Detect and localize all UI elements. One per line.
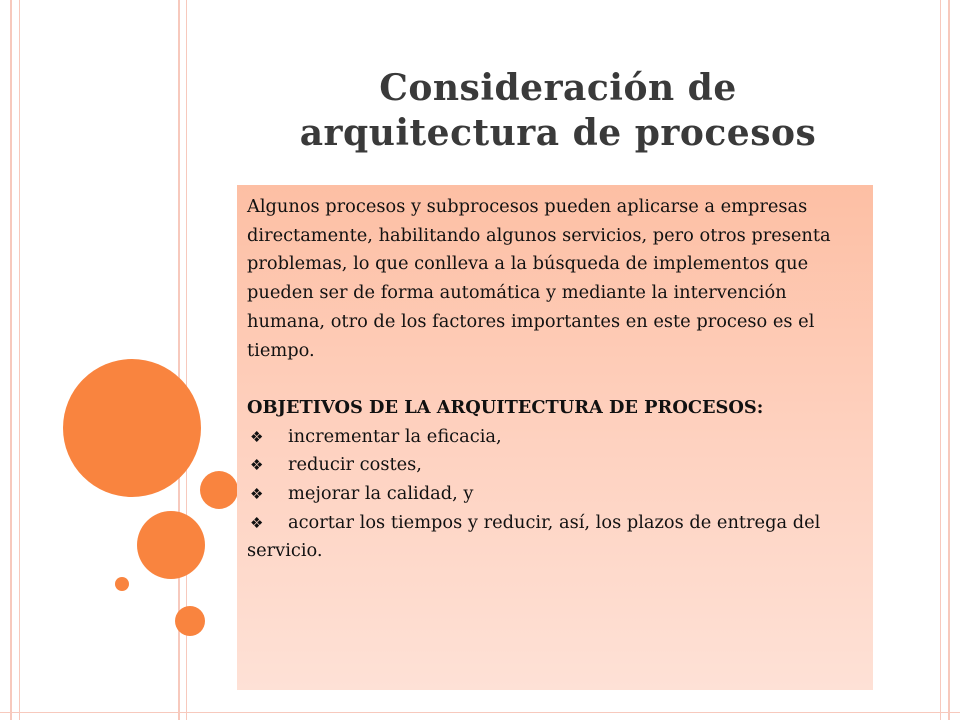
frame-line-left-outer bbox=[10, 0, 12, 720]
objectives-list bbox=[247, 423, 863, 567]
slide-title-line-2: arquitectura de procesos bbox=[299, 112, 817, 154]
decor-circle-large bbox=[63, 359, 201, 497]
objectives-heading: OBJETIVOS DE LA ARQUITECTURA DE PROCESOS: bbox=[247, 396, 764, 418]
diamond-bullet-icon: ❖ bbox=[250, 485, 264, 504]
frame-line-bottom bbox=[0, 712, 960, 713]
objective-text: mejorar la calidad, y bbox=[288, 483, 474, 505]
objective-item bbox=[247, 451, 863, 480]
diamond-bullet-icon: ❖ bbox=[250, 427, 264, 446]
objective-text: incrementar la eficacia, bbox=[288, 425, 502, 447]
decor-circle-small-bottom bbox=[175, 606, 205, 636]
objective-item bbox=[247, 423, 863, 452]
diamond-bullet-icon: ❖ bbox=[250, 456, 264, 475]
objective-text: acortar los tiempos y reducir, así, los plazos de entrega del servicio. bbox=[247, 511, 821, 562]
diamond-bullet-icon: ❖ bbox=[250, 513, 264, 532]
frame-line-left-inner bbox=[19, 0, 20, 720]
decor-circle-small-top bbox=[200, 471, 238, 509]
decor-circle-tiny bbox=[115, 577, 129, 591]
slide-title-line-1: Consideración de bbox=[379, 67, 737, 109]
objective-text: reducir costes, bbox=[288, 454, 422, 476]
content-box bbox=[237, 185, 873, 690]
slide-title bbox=[238, 66, 878, 156]
decor-circle-medium bbox=[137, 511, 205, 579]
intro-paragraph: Algunos procesos y subprocesos pueden aplicarse a empresas directamente, habilitando algunos servicios, pero otros presenta problemas, lo que conlleva a la búsqueda de implementos que pueden ser de forma automática y mediante la intervención humana, otro de los factores importantes en este proceso es el tiempo. bbox=[247, 196, 831, 361]
frame-line-right-inner bbox=[940, 0, 941, 720]
objective-item bbox=[247, 509, 863, 566]
frame-line-right-outer bbox=[948, 0, 950, 720]
objective-item bbox=[247, 480, 863, 509]
